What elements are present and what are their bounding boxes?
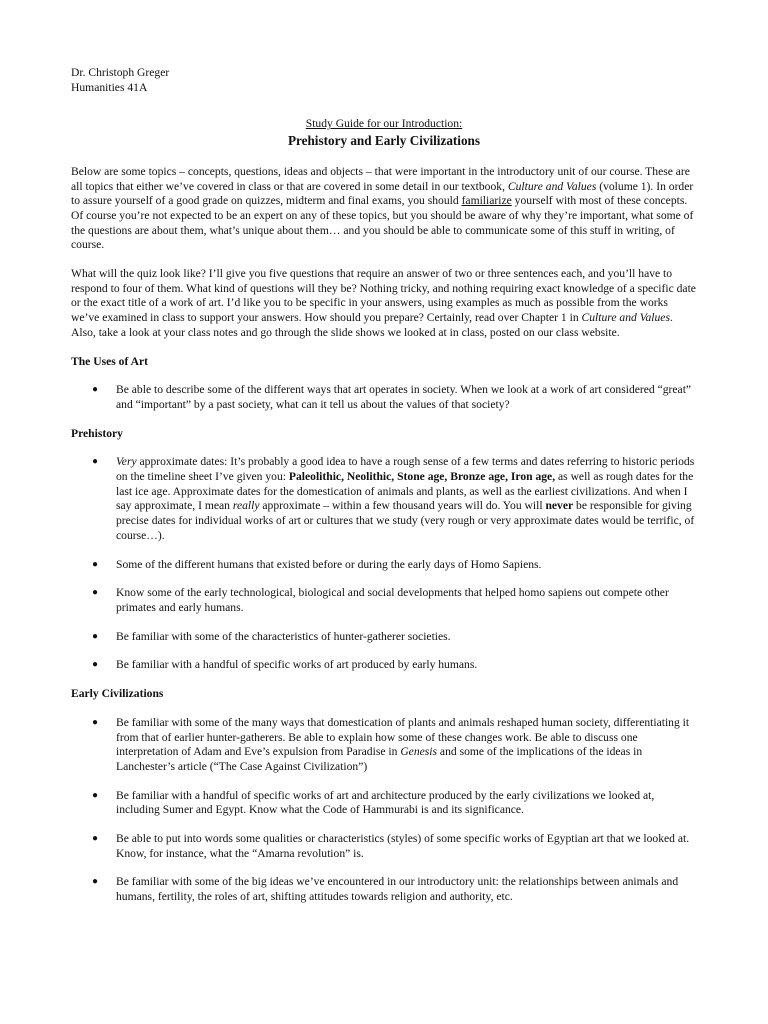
bullet-icon: ● xyxy=(92,558,99,570)
section-heading-uses-of-art: The Uses of Art xyxy=(71,354,148,368)
author-name: Dr. Christoph Greger xyxy=(71,66,170,79)
textbook-title: Culture and Values xyxy=(507,179,597,193)
list-item: ● Be familiar with a handful of specific works of art produced by early humans. xyxy=(92,658,478,672)
bullet-icon: ● xyxy=(92,833,99,845)
course-name: Humanities 41A xyxy=(71,80,148,94)
uses-of-art-list xyxy=(71,383,697,412)
bullet-icon: ● xyxy=(92,456,99,468)
textbook-title: Culture and Values xyxy=(581,311,670,325)
familiarize-word: familiarize xyxy=(461,194,512,208)
bullet-icon: ● xyxy=(92,587,99,599)
bullet-icon: ● xyxy=(92,659,99,671)
bullet-icon: ● xyxy=(92,789,99,801)
list-item: ● Be familiar with a handful of specific works of art and architecture produced by the early civilizations we looked at, including Sumer and Egypt. Know what the Code of Hammurabi is and its significance. xyxy=(92,788,655,817)
list-item: ● Be familiar with some of the characteristics of hunter-gatherer societies. xyxy=(92,629,451,643)
list-item: ● Very approximate dates: It’s probably a good idea to have a rough sense of a few terms and dates referring to historic periods on the timeline sheet I’ve given you: Paleolithic, Neolithic, Stone age, Bronze age, Iron age, as well as rough dates for the last ice age. Approximate dates for the domestication of animals and plants, as well as the earliest civilizations. And when I say approximate, I mean really approximate – within a few thousand years will do. You will never be responsible for giving precise dates for individual works of art or cultures that we study (very rough or very approximate dates would be terrific, of course…). xyxy=(92,455,695,542)
quiz-paragraph: What will the quiz look like? I’ll give you five questions that require an answer of two or three sentences each, and you’ll have to respond to four of them. What kind of questions will they be? Nothing tricky, and nothing requiring exact knowledge of a specific date or the exact title of a work of art. I’d like you to be specific in your answers, using examples as much as possible from the works we’ve examined in class to support your answers. How should you prepare? Certainly, read over Chapter 1 in Culture and Values. Also, take a look at your class notes and go through the slide shows we looked at in class, posted on our class website. xyxy=(71,267,696,339)
list-item: ● Be familiar with some of the many ways that domestication of plants and animals reshaped human society, differentiating it from that of earlier hunter-gatherers. Be able to explain how some of these changes work. Be able to discuss one interpretation of Adam and Eve’s expulsion from Paradise in Genesis and some of the implications of the ideas in Lanchester’s article (“The Case Against Civilization”) xyxy=(92,715,690,773)
bullet-icon: ● xyxy=(92,630,99,642)
section-heading-early-civilizations: Early Civilizations xyxy=(71,687,164,701)
prehistory-list xyxy=(71,455,697,673)
period-terms: Paleolithic, Neolithic, Stone age, Bronze age, Iron age, xyxy=(288,470,556,484)
intro-paragraph: Below are some topics – concepts, questions, ideas and objects – that were important in the introductory unit of our course. These are all topics that either we’ve covered in class or that are covered in some detail in our textbook, Culture and Values (volume 1). In order to assure yourself of a good grade on quizzes, midterm and final exams, you should familiarize yourself with most of these concepts. Of course you’re not expected to be an expert on any of these topics, but you should be aware of why they’re important, what some of the questions are about them, what’s unique about them… and you should be able to communicate some of this stuff in writing, of course. xyxy=(71,164,694,252)
document-page xyxy=(71,66,697,905)
list-item: ● Be able to describe some of the different ways that art operates in society. When we look at a work of art considered “great” and “important” by a past society, what can it tell us about the values of that society? xyxy=(92,383,692,411)
list-item: ● Know some of the early technological, biological and social developments that helped homo sapiens out compete other primates and early humans. xyxy=(92,586,669,614)
list-item: ● Be able to put into words some qualities or characteristics (styles) of some specific works of Egyptian art that we looked at. Know, for instance, what the “Amarna revolution” is. xyxy=(92,832,690,860)
list-item: ● Be familiar with some of the big ideas we’ve encountered in our introductory unit: the relationships between animals and humans, fertility, the roles of art, shifting attitudes towards religion and authority, etc. xyxy=(92,875,679,904)
study-guide-title: Study Guide for our Introduction: xyxy=(305,117,463,131)
bullet-icon: ● xyxy=(92,716,99,728)
title-block xyxy=(71,117,697,148)
list-item: ● Some of the different humans that existed before or during the early days of Homo Sapiens. xyxy=(92,557,542,571)
section-heading-prehistory: Prehistory xyxy=(71,426,123,440)
bullet-icon: ● xyxy=(92,876,99,888)
document-title: Prehistory and Early Civilizations xyxy=(287,133,481,149)
early-civilizations-list xyxy=(71,716,697,905)
bullet-icon: ● xyxy=(92,384,99,396)
